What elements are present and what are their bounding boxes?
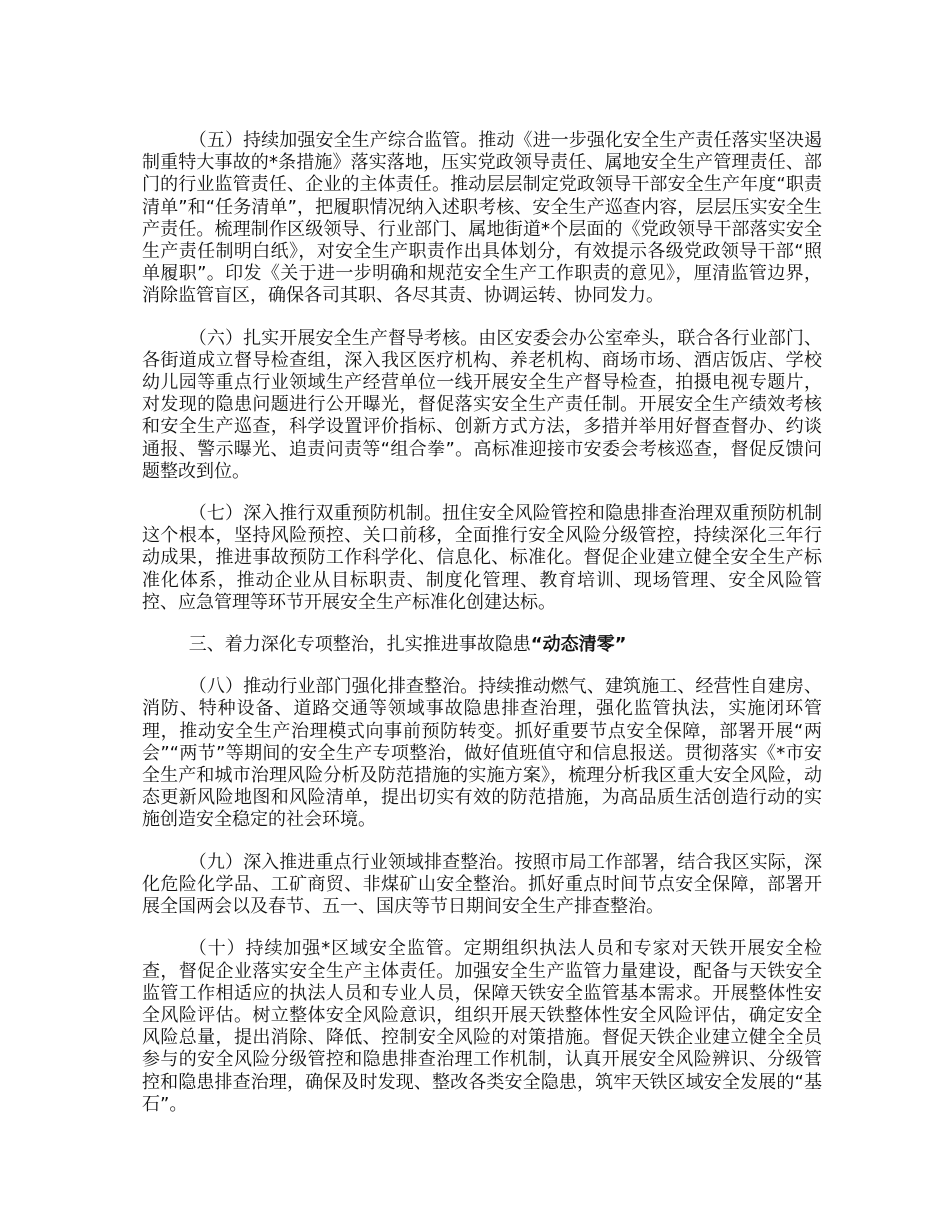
paragraph-item-8: （八）推动行业部门强化排查整治。持续推动燃气、建筑施工、经营性自建房、消防、特种设备、道路交通等领域事故隐患排查治理，强化监管执法，实施闭环管理，推动安全生产治理模式向事前预防转变。抓好重要节点安全保障，部署开展“两会”“两节”等期间的安全生产专项整治，做好值班值守和信息报送。贯彻落实《*市安全生产和城市治理风险分析及防范措施的实施方案》，梳理分析我区重大安全风险，动态更新风险地图和风险清单，提出切实有效的防范措施，为高品质生活创造行动的实施创造安全稳定的社会环境。	[142, 676, 822, 831]
paragraph-item-5: （五）持续加强安全生产综合监管。推动《进一步强化安全生产责任落实坚决遏制重特大事故的*条措施》落实落地，压实党政领导责任、属地安全生产管理责任、部门的行业监管责任、企业的主体责任。推动层层制定党政领导干部安全生产年度“职责清单”和“任务清单”，把履职情况纳入述职考核、安全生产巡查内容，层层压实安全生产责任。梳理制作区级领导、行业部门、属地街道*个层面的《党政领导干部落实安全生产责任制明白纸》，对安全生产职责作出具体划分，有效提示各级党政领导干部“照单履职”。印发《关于进一步明确和规范安全生产工作职责的意见》，厘清监管边界，消除监管盲区，确保各司其职、各尽其责、协调运转、协同发力。	[142, 130, 822, 307]
section-heading-prefix: 三、着力深化专项整治，扎实推进事故隐患	[188, 634, 531, 656]
paragraph-item-7: （七）深入推行双重预防机制。扭住安全风险管控和隐患排查治理双重预防机制这个根本，坚持风险预控、关口前移，全面推行安全风险分级管控，持续深化三年行动成果，推进事故预防工作科学化、信息化、标准化。督促企业建立健全安全生产标准化体系，推动企业从目标职责、制度化管理、教育培训、现场管理、安全风险管控、应急管理等环节开展安全生产标准化创建达标。	[142, 503, 822, 613]
section-heading-emphasis: “动态清零”	[530, 634, 627, 656]
document-page	[142, 130, 822, 1136]
paragraph-item-9: （九）深入推进重点行业领域排查整治。按照市局工作部署，结合我区实际，深化危险化学品、工矿商贸、非煤矿山安全整治。抓好重点时间节点安全保障，部署开展全国两会以及春节、五一、国庆等节日期间安全生产排查整治。	[142, 851, 822, 918]
section-heading-3	[142, 634, 822, 656]
paragraph-item-6: （六）扎实开展安全生产督导考核。由区安委会办公室牵头，联合各行业部门、各街道成立督导检查组，深入我区医疗机构、养老机构、商场市场、酒店饭店、学校幼儿园等重点行业领域生产经营单位一线开展安全生产督导检查，拍摄电视专题片，对发现的隐患问题进行公开曝光，督促落实安全生产责任制。开展安全生产绩效考核和安全生产巡查，科学设置评价指标、创新方式方法，多措并举用好督查督办、约谈通报、警示曝光、追责问责等“组合拳”。高标准迎接市安委会考核巡查，督促反馈问题整改到位。	[142, 327, 822, 482]
paragraph-item-10: （十）持续加强*区域安全监管。定期组织执法人员和专家对天铁开展安全检查，督促企业落实安全生产主体责任。加强安全生产监管力量建设，配备与天铁安全监管工作相适应的执法人员和专业人员，保障天铁安全监管基本需求。开展整体性安全风险评估。树立整体安全风险意识，组织开展天铁整体性安全风险评估，确定安全风险总量，提出消除、降低、控制安全风险的对策措施。督促天铁企业建立健全全员参与的安全风险分级管控和隐患排查治理工作机制，认真开展安全风险辨识、分级管控和隐患排查治理，确保及时发现、整改各类安全隐患，筑牢天铁区域安全发展的“基石”。	[142, 938, 822, 1115]
